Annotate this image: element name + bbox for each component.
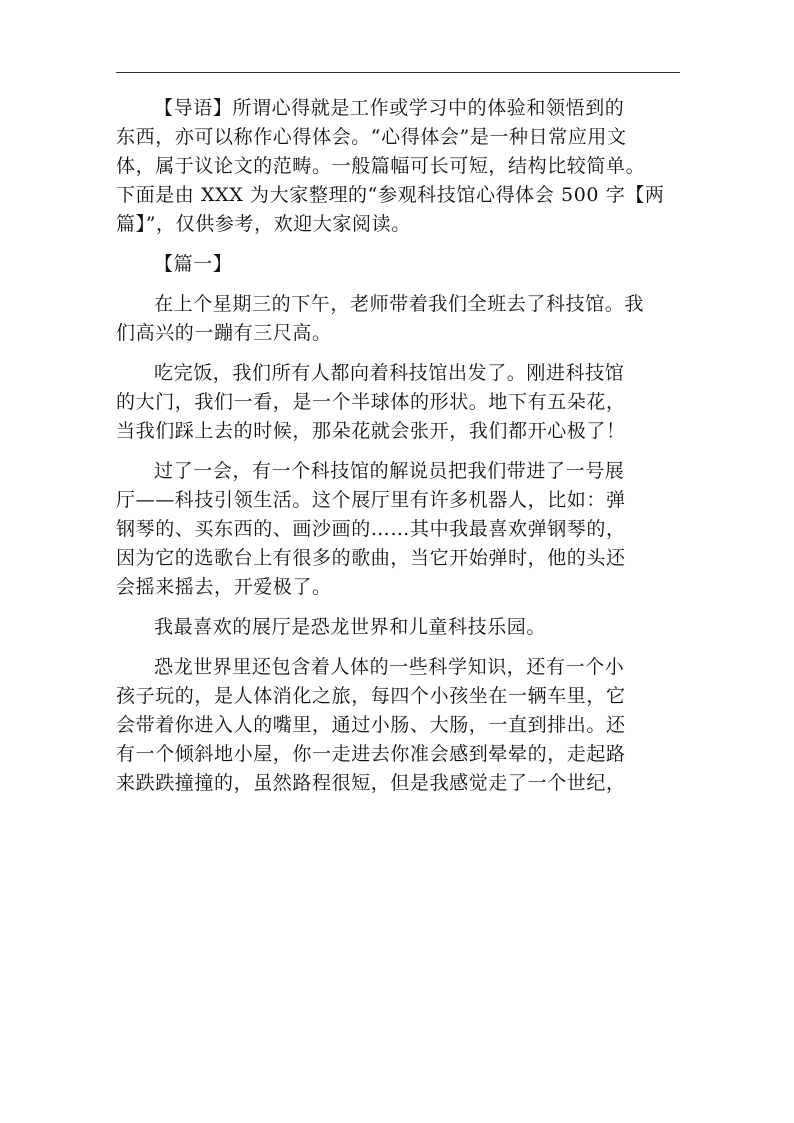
body-paragraph [116, 290, 680, 348]
intro-line: 体，属于议论文的范畴。一般篇幅可长可短，结构比较简单。 [116, 155, 646, 177]
body-paragraph [116, 653, 680, 798]
intro-line: 下面是由 XXX 为大家整理的“参观科技馆心得体会 500 字【两 [116, 184, 665, 206]
paragraph-line: 会带着你进入人的嘴里，通过小肠、大肠，一直到排出。还 [116, 714, 626, 736]
intro-line: 东西，亦可以称作心得体会。“心得体会”是一种日常应用文 [116, 126, 627, 148]
paragraph-line: 会摇来摇去，开爱极了。 [116, 576, 332, 598]
paragraph-line: 吃完饭，我们所有人都向着科技馆出发了。刚进科技馆 [154, 362, 625, 384]
intro-paragraph [116, 94, 680, 239]
section-title: 【篇一】 [154, 253, 233, 275]
paragraph-line: 来跌跌撞撞的，虽然路程很短，但是我感觉走了一个世纪， [116, 772, 626, 794]
document-body [116, 94, 680, 798]
paragraph-line: 们高兴的一蹦有三尺高。 [116, 322, 332, 344]
paragraph-line: 钢琴的、买东西的、画沙画的……其中我最喜欢弹钢琴的， [116, 518, 626, 540]
body-paragraph [116, 457, 680, 602]
paragraph-line: 因为它的选歌台上有很多的歌曲，当它开始弹时，他的头还 [116, 547, 626, 569]
body-paragraph [116, 613, 680, 642]
paragraph-line: 当我们踩上去的时候，那朵花就会张开，我们都开心极了！ [116, 420, 626, 442]
paragraph-line: 的大门，我们一看，是一个半球体的形状。地下有五朵花， [116, 391, 626, 413]
paragraph-line: 厅——科技引领生活。这个展厅里有许多机器人，比如：弹 [116, 489, 626, 511]
intro-line: 【导语】所谓心得就是工作或学习中的体验和领悟到的 [154, 97, 625, 119]
intro-line: 篇】”，仅供参考，欢迎大家阅读。 [116, 213, 411, 235]
paragraph-line: 我最喜欢的展厅是恐龙世界和儿童科技乐园。 [154, 616, 547, 638]
paragraph-line: 孩子玩的，是人体消化之旅，每四个小孩坐在一辆车里，它 [116, 685, 626, 707]
paragraph-line: 过了一会，有一个科技馆的解说员把我们带进了一号展 [154, 460, 625, 482]
paragraph-line: 恐龙世界里还包含着人体的一些科学知识，还有一个小 [154, 656, 625, 678]
header-rule [116, 72, 680, 73]
paragraph-line: 在上个星期三的下午，老师带着我们全班去了科技馆。我 [154, 293, 645, 315]
body-paragraph [116, 359, 680, 446]
paragraph-line: 有一个倾斜地小屋，你一走进去你准会感到晕晕的，走起路 [116, 743, 626, 765]
